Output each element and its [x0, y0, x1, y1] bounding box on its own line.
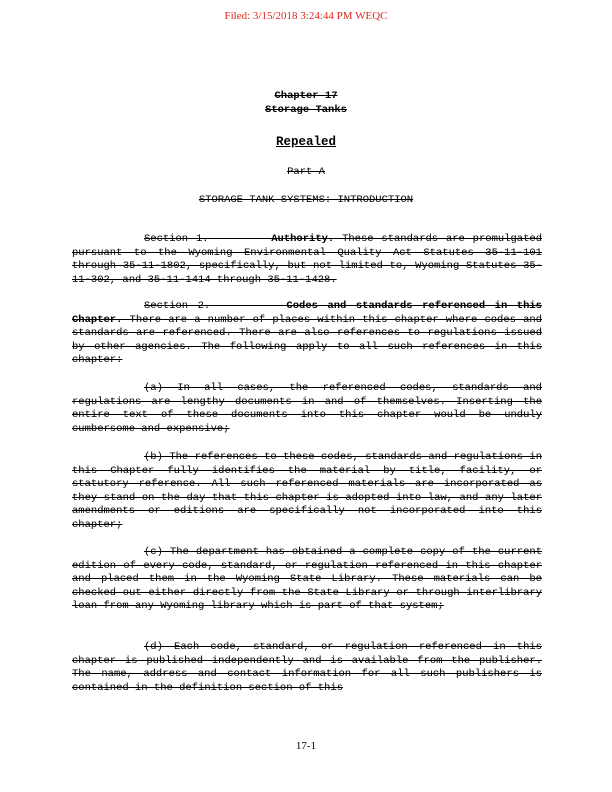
section-1-body: These standards are promulgated pursuant to the Wyoming Environmental Quality Act Statutes 35-11-101 through 35-11-1802, specifically, but not limited to, Wyoming Statutes 35-11-302, and 35-11-1414 through 35-11-1428. [72, 233, 542, 286]
section-2-heading: Codes and standards referenced in this Chapter. [72, 300, 542, 326]
subsection-d [72, 641, 542, 695]
subsection-b-text: (b) The references to these codes, standards and regulations in this Chapter fully identifies the material by title, facility, or statutory reference. All such referenced materials are incorporated as they stand on the day that this chapter is adopted into law, and any later amendments or editions are specifically not incorporated into this chapter; [72, 451, 542, 531]
filed-stamp: Filed: 3/15/2018 3:24:44 PM WEQC [224, 10, 388, 22]
chapter-number: Chapter 17 [274, 90, 338, 102]
section-1 [72, 233, 542, 287]
subsection-d-text: (d) Each code, standard, or regulation referenced in this chapter is published independently and is available from the publisher. The name, address and contact information for all such publishers is contained in the definition section of this [72, 641, 542, 694]
section-2-number: Section 2. [144, 300, 211, 312]
subsection-a [72, 382, 542, 436]
subsection-c [72, 546, 542, 614]
page-number: 17-1 [295, 740, 317, 752]
repealed-heading: Repealed [275, 135, 336, 149]
part-label: Part A [287, 166, 325, 178]
subsection-c-text: (c) The department has obtained a complete copy of the current edition of every code, standard, or regulation referenced in this chapter and placed them in the Wyoming State Library. These materials can be checked out either directly from the State Library or through interlibrary loan from any Wyoming library which is part of that system; [72, 546, 542, 612]
subsection-a-text: (a) In all cases, the referenced codes, standards and regulations are lengthy documents in and of themselves. Inserting the entire text of these documents into this chapter would be unduly cumbersome and expensive; [72, 382, 542, 435]
section-2 [72, 300, 542, 368]
part-title: STORAGE TANK SYSTEMS: INTRODUCTION [198, 194, 414, 206]
chapter-title: Storage Tanks [265, 104, 347, 116]
section-1-number: Section 1. [144, 233, 209, 245]
section-2-body: There are a number of places within this chapter where codes and standards are referenced. There are also references to regulations issued by other agencies. The following apply to all such references in this chapter: [72, 313, 542, 366]
section-1-heading: Authority. [271, 233, 335, 245]
subsection-b [72, 451, 542, 532]
